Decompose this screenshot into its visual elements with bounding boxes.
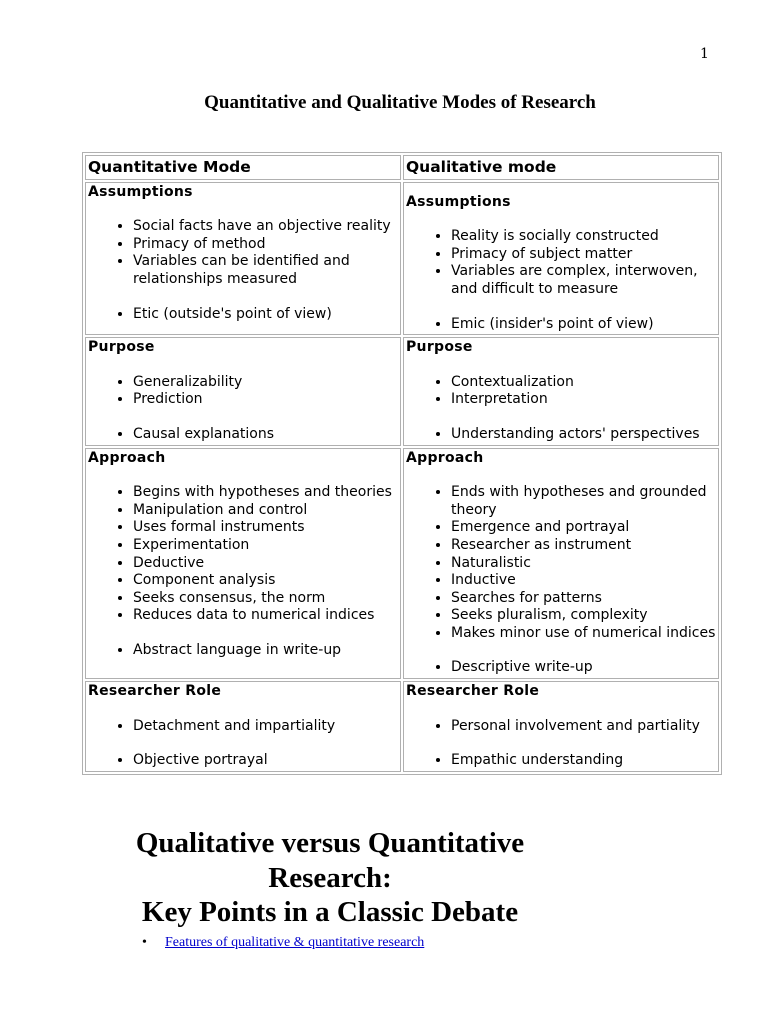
list-item: • Component analysis (133, 572, 398, 590)
table-row-assumptions (85, 182, 719, 336)
table-header-row (85, 155, 719, 180)
list-item: • Primacy of method (133, 236, 398, 254)
bullet-icon: • (142, 935, 147, 950)
section-label: Assumptions (406, 193, 511, 210)
list-item: • Experimentation (133, 537, 398, 555)
list-item: • Researcher as instrument (451, 537, 716, 555)
section-heading-line-2: Research: (268, 861, 392, 894)
bullet-list-tail (88, 642, 398, 660)
document-title: Quantitative and Qualitative Modes of Research (204, 92, 596, 113)
list-item: • Descriptive write-up (451, 659, 716, 677)
list-item: • Variables are complex, interwoven, and difficult to measure (451, 263, 716, 298)
list-item: • Inductive (451, 572, 716, 590)
list-item: • Interpretation (451, 391, 716, 409)
qualitative-cell-researcher-role (403, 681, 719, 772)
bullet-list (88, 374, 398, 409)
list-item: • Variables can be identified and relationships measured (133, 253, 398, 288)
list-item: • Primacy of subject matter (451, 246, 716, 264)
bullet-list-tail (88, 426, 398, 444)
header-quantitative: Quantitative Mode (85, 155, 401, 180)
list-item: • Reduces data to numerical indices (133, 607, 398, 625)
bullet-list-tail (406, 752, 716, 770)
qualitative-cell-approach (403, 448, 719, 680)
list-item: • Etic (outside's point of view) (133, 306, 398, 324)
bullet-list-tail (406, 659, 716, 677)
list-item: • Prediction (133, 391, 398, 409)
list-item: • Makes minor use of numerical indices (451, 625, 716, 643)
list-item: • Objective portrayal (133, 752, 398, 770)
quantitative-cell-approach (85, 448, 401, 680)
link-list-item (140, 935, 424, 951)
header-qualitative: Qualitative mode (403, 155, 719, 180)
list-item: • Searches for patterns (451, 590, 716, 608)
list-item: • Naturalistic (451, 555, 716, 573)
qualitative-cell-assumptions (403, 182, 719, 336)
list-item: • Manipulation and control (133, 502, 398, 520)
list-item: • Causal explanations (133, 426, 398, 444)
list-item: • Reality is socially constructed (451, 228, 716, 246)
section-label: Researcher Role (88, 683, 222, 700)
bullet-list-tail (406, 316, 716, 334)
qualitative-cell-purpose (403, 337, 719, 445)
table-row-researcher-role (85, 681, 719, 772)
section-heading-line-3: Key Points in a Classic Debate (141, 896, 519, 928)
list-item: • Begins with hypotheses and theories (133, 484, 398, 502)
list-item: • Emergence and portrayal (451, 519, 716, 537)
bullet-list (406, 718, 716, 736)
list-item: • Emic (insider's point of view) (451, 316, 716, 334)
list-item: • Empathic understanding (451, 752, 716, 770)
table-row-approach (85, 448, 719, 680)
bullet-list-tail (88, 306, 398, 324)
section-label: Purpose (88, 339, 155, 356)
list-item: • Uses formal instruments (133, 519, 398, 537)
bullet-list (406, 228, 716, 298)
list-item: • Generalizability (133, 374, 398, 392)
section-heading-line-1: Qualitative versus Quantitative (135, 827, 525, 859)
list-item: • Seeks consensus, the norm (133, 590, 398, 608)
bullet-list (88, 484, 398, 625)
bullet-list (406, 484, 716, 642)
section-label: Researcher Role (406, 683, 540, 700)
list-item: • Contextualization (451, 374, 716, 392)
list-item: • Seeks pluralism, complexity (451, 607, 716, 625)
bullet-list (88, 718, 398, 736)
quantitative-cell-assumptions (85, 182, 401, 336)
list-item: • Deductive (133, 555, 398, 573)
features-link[interactable]: Features of qualitative & quantitative research (165, 935, 425, 950)
section-label: Assumptions (88, 183, 193, 200)
bullet-list-tail (406, 426, 716, 444)
list-item: • Social facts have an objective reality (133, 218, 398, 236)
bullet-list-tail (88, 752, 398, 770)
page-number: 1 (700, 46, 709, 62)
list-item: • Ends with hypotheses and grounded theory (451, 484, 716, 519)
list-item: • Detachment and impartiality (133, 718, 398, 736)
bullet-list (406, 374, 716, 409)
section-label: Approach (88, 449, 166, 466)
section-label: Purpose (406, 339, 473, 356)
bullet-list (88, 218, 398, 288)
section-label: Approach (406, 449, 484, 466)
list-item: • Understanding actors' perspectives (451, 426, 716, 444)
section-heading (90, 826, 570, 930)
quantitative-cell-purpose (85, 337, 401, 445)
link-list (140, 935, 424, 951)
table-row-purpose (85, 337, 719, 445)
list-item: • Abstract language in write-up (133, 642, 398, 660)
comparison-table (82, 152, 722, 775)
quantitative-cell-researcher-role (85, 681, 401, 772)
list-item: • Personal involvement and partiality (451, 718, 716, 736)
